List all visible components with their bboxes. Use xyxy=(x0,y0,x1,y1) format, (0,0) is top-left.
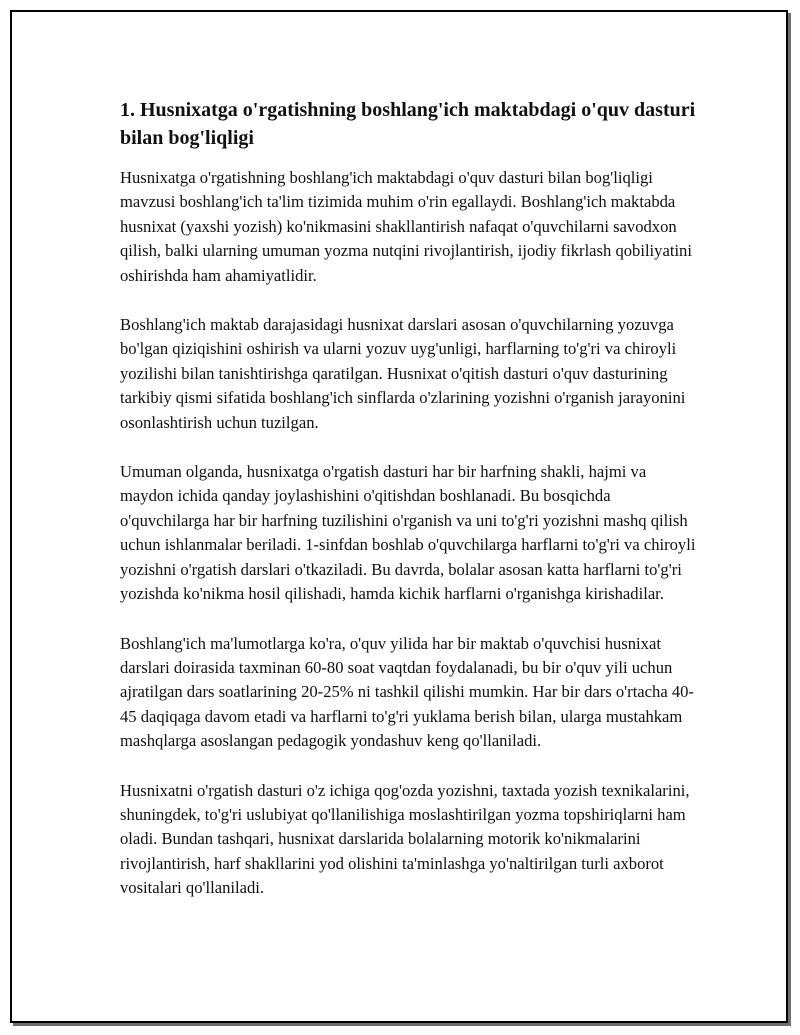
document-title: 1. Husnixatga o'rgatishning boshlang'ich maktabdagi o'quv dasturi bilan bog'liqligi xyxy=(120,99,696,149)
document-page xyxy=(10,10,788,1023)
paragraph: Boshlang'ich maktab darajasidagi husnixat darslari asosan o'quvchilarning yozuvga bo'lgan qiziqishini oshirish va ularni yozuv uyg'unligi, harflarning to'g'ri va chiroyli yozilishi bilan tanishtirishga qaratilgan. Husnixat o'qitish dasturi o'quv dasturining tarkibiy qismi sifatida boshlang'ich sinflarda o'zlarining yozishni o'rganish jarayonini osonlashtirish uchun tuzilgan. xyxy=(120,315,686,432)
paragraph: Husnixatga o'rgatishning boshlang'ich maktabdagi o'quv dasturi bilan bog'liqligi mavzusi boshlang'ich ta'lim tizimida muhim o'rin egallaydi. Boshlang'ich maktabda husnixat (yaxshi yozish) ko'nikmasini shakllantirish nafaqat o'quvchilarni savodxon qilish, balki ularning umuman yozma nutqini rivojlantirish, ijodiy fikrlash qobiliyatini oshirishda ham ahamiyatlidir. xyxy=(120,168,692,285)
paragraph: Boshlang'ich ma'lumotlarga ko'ra, o'quv yilida har bir maktab o'quvchisi husnixat darslari doirasida taxminan 60-80 soat vaqtdan foydalanadi, bu bir o'quv yili uchun ajratilgan dars soatlarining 20-25% ni tashkil qilishi mumkin. Har bir dars o'rtacha 40-45 daqiqaga davom etadi va harflarni to'g'ri yuklama berish bilan, ularga mustahkam mashqlarga asoslangan pedagogik yondashuv keng qo'llaniladi. xyxy=(120,633,694,751)
paragraph: Husnixatni o'rgatish dasturi o'z ichiga qog'ozda yozishni, taxtada yozish texnikalarini, shuningdek, to'g'ri uslubiyat qo'llanilishiga moslashtirilgan yozma topshiriqlarni ham oladi. Bundan tashqari, husnixat darslarida bolalarning motorik ko'nikmalarini rivojlantirish, harf shakllarini yod olishini ta'minlashga yo'naltirilgan turli axborot vositalari qo'llaniladi. xyxy=(120,780,690,898)
paragraph: Umuman olganda, husnixatga o'rgatish dasturi har bir harfning shakli, hajmi va maydon ichida qanday joylashishini o'qitishdan boshlanadi. Bu bosqichda o'quvchilarga har bir harfning tuzilishini o'rganish va uni to'g'ri yozishni mashq qilish uchun ishlanmalar beriladi. 1-sinfdan boshlab o'quvchilarga harflarni to'g'ri va chiroyli yozishni o'rgatish darslari o'tkaziladi. Bu davrda, bolalar asosan katta harflarni to'g'ri yozishda ko'nikma hosil qilishadi, hamda kichik harflarni o'rganishga kirishadilar. xyxy=(120,462,696,604)
document-body xyxy=(120,96,700,926)
